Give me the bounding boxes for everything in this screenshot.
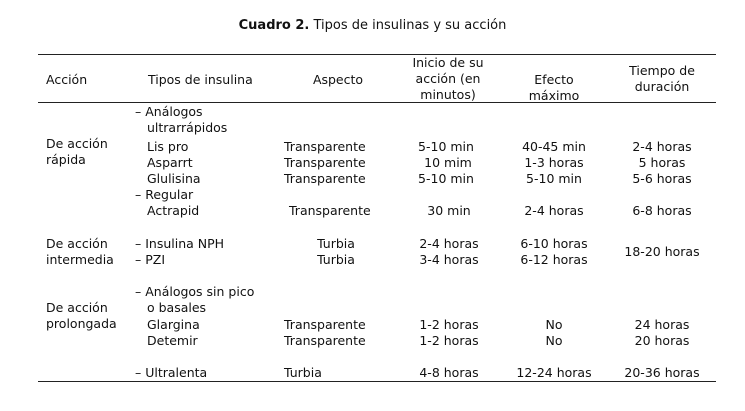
pzi-tipo: – PZI: [135, 252, 166, 267]
detemir-tipo: Detemir: [147, 333, 198, 348]
asparrt-duracion: 5 horas: [638, 155, 686, 170]
nph-tipo: – Insulina NPH: [135, 236, 225, 251]
header-accion: Acción: [46, 72, 88, 87]
glulisina-aspecto: Transparente: [284, 171, 366, 186]
glulisina-inicio: 5-10 min: [418, 171, 474, 186]
analogos-ultra-l2: ultrarrápidos: [147, 120, 228, 135]
pzi-efecto: 6-12 horas: [520, 252, 588, 267]
lispro-duracion: 2-4 horas: [632, 139, 692, 154]
ultralenta-aspecto: Turbia: [284, 365, 322, 380]
analogos-ultra-l1: – Análogos: [135, 104, 203, 119]
header-tiempo-1: Tiempo de: [629, 63, 695, 78]
lispro-tipo: Lis pro: [147, 139, 189, 154]
header-efecto-1: Efecto: [534, 72, 574, 87]
group-rapida-l1: De acción: [46, 136, 108, 151]
actrapid-duracion: 6-8 horas: [632, 203, 692, 218]
header-rule: [38, 102, 716, 103]
detemir-efecto: No: [545, 333, 563, 348]
group-rapida-l2: rápida: [46, 152, 86, 167]
glulisina-efecto: 5-10 min: [526, 171, 582, 186]
top-rule: [38, 54, 716, 55]
pzi-inicio: 3-4 horas: [419, 252, 479, 267]
header-inicio-2: acción (en: [415, 71, 481, 86]
group-prolongada-l1: De acción: [46, 300, 108, 315]
lispro-aspecto: Transparente: [284, 139, 366, 154]
actrapid-aspecto: Transparente: [289, 203, 371, 218]
asparrt-inicio: 10 mim: [424, 155, 472, 170]
asparrt-tipo: Asparrt: [147, 155, 193, 170]
regular-label: – Regular: [135, 187, 194, 202]
glulisina-tipo: Glulisina: [147, 171, 201, 186]
asparrt-aspecto: Transparente: [284, 155, 366, 170]
nph-aspecto: Turbia: [317, 236, 355, 251]
caption-text: Tipos de insulinas y su acción: [309, 18, 507, 33]
header-inicio-1: Inicio de su: [412, 55, 484, 70]
glargina-duracion: 24 horas: [634, 317, 690, 332]
header-aspecto: Aspecto: [312, 72, 364, 87]
glargina-aspecto: Transparente: [284, 317, 366, 332]
pzi-aspecto: Turbia: [317, 252, 355, 267]
nph-efecto: 6-10 horas: [520, 236, 588, 251]
analogos-sinpico-l1: – Análogos sin pico: [135, 284, 255, 299]
ultralenta-efecto: 12-24 horas: [516, 365, 592, 380]
bottom-rule: [38, 381, 716, 382]
actrapid-inicio: 30 min: [427, 203, 471, 218]
actrapid-tipo: Actrapid: [147, 203, 200, 218]
detemir-aspecto: Transparente: [284, 333, 366, 348]
header-efecto-2: máximo: [528, 88, 580, 103]
ultralenta-tipo: – Ultralenta: [135, 365, 208, 380]
asparrt-efecto: 1-3 horas: [524, 155, 584, 170]
header-inicio-3: minutos): [420, 87, 476, 102]
ultralenta-inicio: 4-8 horas: [419, 365, 479, 380]
glargina-tipo: Glargina: [147, 317, 200, 332]
detemir-duracion: 20 horas: [634, 333, 690, 348]
detemir-inicio: 1-2 horas: [419, 333, 479, 348]
glargina-efecto: No: [545, 317, 563, 332]
nph-inicio: 2-4 horas: [419, 236, 479, 251]
lispro-inicio: 5-10 min: [418, 139, 474, 154]
header-tiempo-2: duración: [634, 79, 690, 94]
glulisina-duracion: 5-6 horas: [632, 171, 692, 186]
table-caption: [0, 18, 745, 33]
analogos-sinpico-l2: o basales: [147, 300, 207, 315]
caption-label: Cuadro 2.: [238, 18, 310, 33]
lispro-efecto: 40-45 min: [522, 139, 586, 154]
group-intermedia-l1: De acción: [46, 236, 108, 251]
group-prolongada-l2: prolongada: [46, 316, 117, 331]
ultralenta-duracion: 20-36 horas: [624, 365, 700, 380]
actrapid-efecto: 2-4 horas: [524, 203, 584, 218]
group-intermedia-l2: intermedia: [46, 252, 114, 267]
glargina-inicio: 1-2 horas: [419, 317, 479, 332]
header-tipos: Tipos de insulina: [148, 72, 253, 87]
intermedia-duracion: 18-20 horas: [624, 244, 700, 259]
